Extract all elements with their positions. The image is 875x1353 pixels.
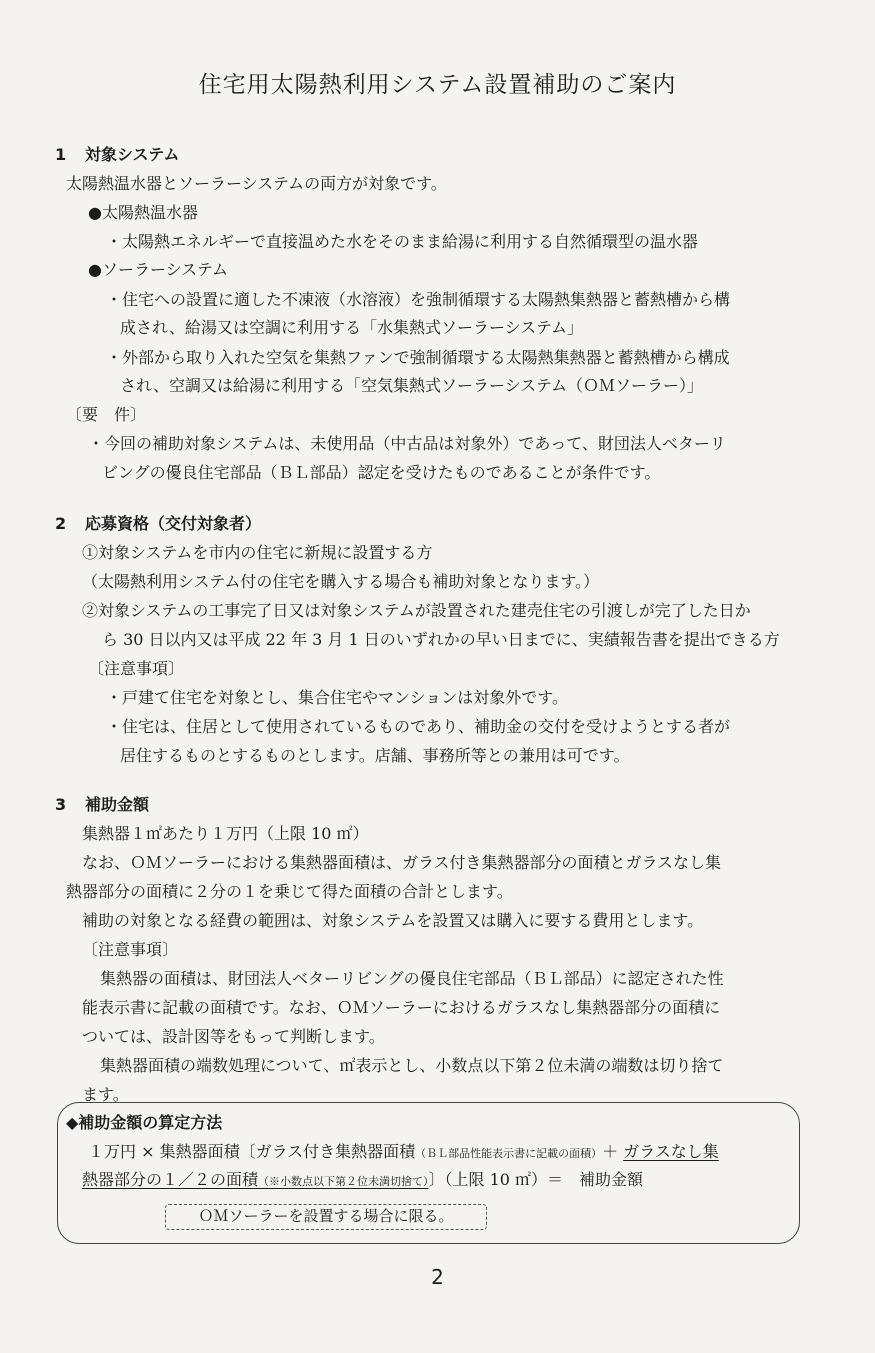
formula-part-a-note: （ＢＬ部品性能表示書に記載の面積） [415,1147,603,1160]
section-2-note-1: ・戸建て住宅を対象とし、集合住宅やマンションは対象外です。 [106,688,569,707]
item-solar-water-heater-title: ●太陽熱温水器 [88,203,198,222]
section-3-note-1-line3: ついては、設計図等をもって判断します。 [82,1027,385,1046]
section-3-note-1-line1: 集熱器の面積は、財団法人ベターリビングの優良住宅部品（ＢＬ部品）に認定された性 [100,969,724,988]
section-2-title: 応募資格（交付対象者） [85,514,262,533]
section-3-note-1-line2: 能表示書に記載の面積です。なお、ＯＭソーラーにおけるガラスなし集熱器部分の面積に [82,998,721,1017]
eligibility-1: ①対象システムを市内の住宅に新規に設置する方 [82,543,433,562]
page-number: 2 [431,1265,444,1289]
subsidy-amount: 集熱器１㎡あたり１万円（上限 10 ㎡） [82,824,369,843]
eligibility-2-line1: ②対象システムの工事完了日又は対象システムが設置された建売住宅の引渡しが完了した日か [82,601,751,620]
item-solar-system-title: ●ソーラーシステム [88,260,229,279]
section-3-notes-label: 〔注意事項〕 [82,940,179,959]
section-1-intro: 太陽熱温水器とソーラーシステムの両方が対象です。 [66,174,447,193]
om-solar-condition-note: ＯＭソーラーを設置する場合に限る。 [165,1204,487,1230]
section-1-number: 1 [55,145,67,164]
formula-part-c-underlined: 熱器部分の１／２の面積 [82,1170,259,1189]
eligibility-1-note: （太陽熱利用システム付の住宅を購入する場合も補助対象となります。） [82,572,600,591]
formula-result: 〕（上限 10 ㎡）＝ 補助金額 [428,1170,644,1189]
om-solar-area-line2: 熱器部分の面積に２分の１を乗じて得た面積の合計とします。 [66,882,513,901]
section-2-heading [55,514,261,534]
formula-part-b-underlined: ガラスなし集 [623,1142,719,1161]
section-3-number: 3 [55,795,67,814]
requirements-label: 〔要 件〕 [66,405,147,424]
section-2-number: 2 [55,514,67,533]
calculation-method-title: ◆補助金額の算定方法 [66,1113,223,1132]
section-1-heading [55,145,179,165]
item-solar-system-desc1-line1: ・住宅への設置に適した不凍液（水溶液）を強制循環する太陽熱集熱器と蓄熱槽から構 [106,290,731,309]
eligible-expenses: 補助の対象となる経費の範囲は、対象システムを設置又は購入に要する費用とします。 [82,911,704,930]
formula-part-a: １万円 × 集熱器面積〔ガラス付き集熱器面積 [88,1142,416,1161]
formula-plus: ＋ [602,1142,624,1161]
section-2-note-2-line1: ・住宅は、住居として使用されているものであり、補助金の交付を受けようとする者が [106,717,731,736]
om-solar-area-line1: なお、ＯＭソーラーにおける集熱器面積は、ガラス付き集熱器部分の面積とガラスなし集 [82,853,722,872]
item-solar-system-desc1-line2: 成され、給湯又は空調に利用する「水集熱式ソーラーシステム」 [120,318,584,337]
requirements-line1: ・今回の補助対象システムは、未使用品（中古品は対象外）であって、財団法人ベターリ [88,434,726,453]
section-3-heading [55,795,149,815]
document-title: 住宅用太陽熱利用システム設置補助のご案内 [198,72,677,98]
section-2-notes-label: 〔注意事項〕 [88,659,185,678]
section-3-note-2-line1: 集熱器面積の端数処理について、㎡表示とし、小数点以下第２位未満の端数は切り捨て [100,1056,724,1075]
requirements-line2: ビングの優良住宅部品（ＢＬ部品）認定を受けたものであることが条件です。 [102,463,661,482]
formula-line2 [82,1170,643,1192]
section-3-note-2-line2: ます。 [82,1085,129,1104]
section-2-note-2-line2: 居住するものとするものとします。店舗、事務所等との兼用は可です。 [120,746,630,765]
formula-line1 [88,1142,719,1164]
section-3-title: 補助金額 [85,795,150,814]
item-solar-system-desc2-line2: され、空調又は給湯に利用する「空気集熱式ソーラーシステム（ＯＭソーラー）」 [120,376,704,395]
formula-part-c-note: （※小数点以下第２位未満切捨て） [258,1175,429,1188]
item-solar-system-desc2-line1: ・外部から取り入れた空気を集熱ファンで強制循環する太陽熱集熱器と蓄熱槽から構成 [106,348,730,367]
item-solar-water-heater-desc: ・太陽熱エネルギーで直接温めた水をそのまま給湯に利用する自然循環型の温水器 [106,232,699,251]
eligibility-2-line2: ら 30 日以内又は平成 22 年 3 月 1 日のいずれかの早い日までに、実績報告書を提出できる方 [102,630,780,649]
section-1-title: 対象システム [85,145,180,164]
